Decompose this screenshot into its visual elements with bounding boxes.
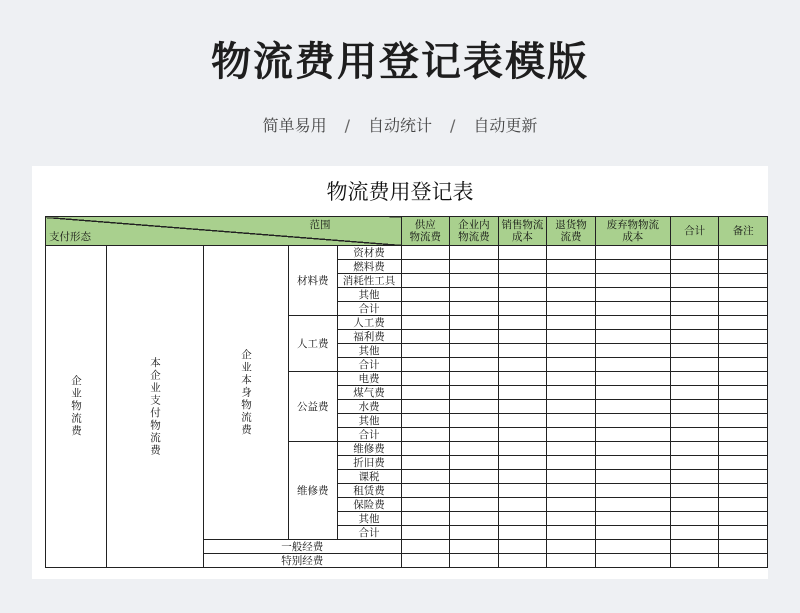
- value-cell: [595, 400, 670, 414]
- value-cell: [670, 400, 719, 414]
- value-cell: [670, 442, 719, 456]
- column-header: 退货物 流费: [547, 217, 596, 246]
- item-label: 合计: [337, 428, 401, 442]
- value-cell: [719, 288, 768, 302]
- value-cell: [498, 414, 547, 428]
- value-cell: [450, 358, 499, 372]
- value-cell: [498, 428, 547, 442]
- value-cell: [401, 372, 450, 386]
- group-label: 材料费: [289, 246, 338, 316]
- value-cell: [401, 484, 450, 498]
- value-cell: [547, 456, 596, 470]
- value-cell: [719, 414, 768, 428]
- item-label: 折旧费: [337, 456, 401, 470]
- value-cell: [498, 526, 547, 540]
- value-cell: [450, 484, 499, 498]
- value-cell: [401, 344, 450, 358]
- value-cell: [547, 316, 596, 330]
- item-label: 煤气费: [337, 386, 401, 400]
- value-cell: [498, 302, 547, 316]
- column-header: 备注: [719, 217, 768, 246]
- value-cell: [595, 288, 670, 302]
- group-label: 公益费: [289, 372, 338, 442]
- column-header: 废弃物物流 成本: [595, 217, 670, 246]
- item-label: 福利费: [337, 330, 401, 344]
- value-cell: [401, 260, 450, 274]
- value-cell: [498, 512, 547, 526]
- value-cell: [401, 302, 450, 316]
- value-cell: [595, 344, 670, 358]
- item-label: 消耗性工具: [337, 274, 401, 288]
- value-cell: [670, 554, 719, 568]
- value-cell: [401, 428, 450, 442]
- value-cell: [719, 274, 768, 288]
- value-cell: [498, 246, 547, 260]
- value-cell: [547, 484, 596, 498]
- item-label: 租赁费: [337, 484, 401, 498]
- value-cell: [595, 456, 670, 470]
- feature-tag: 自动更新: [473, 116, 538, 135]
- item-label: 水费: [337, 400, 401, 414]
- value-cell: [719, 526, 768, 540]
- value-cell: [670, 330, 719, 344]
- extra-row-label: 特别经费: [204, 554, 402, 568]
- value-cell: [401, 330, 450, 344]
- value-cell: [719, 246, 768, 260]
- value-cell: [401, 456, 450, 470]
- value-cell: [547, 526, 596, 540]
- value-cell: [547, 428, 596, 442]
- level1-label: [46, 246, 107, 568]
- value-cell: [450, 400, 499, 414]
- value-cell: [450, 246, 499, 260]
- item-label: 合计: [337, 358, 401, 372]
- value-cell: [401, 246, 450, 260]
- value-cell: [450, 498, 499, 512]
- value-cell: [450, 274, 499, 288]
- value-cell: [670, 316, 719, 330]
- value-cell: [401, 386, 450, 400]
- value-cell: [595, 498, 670, 512]
- value-cell: [547, 288, 596, 302]
- value-cell: [450, 526, 499, 540]
- value-cell: [401, 316, 450, 330]
- value-cell: [401, 554, 450, 568]
- value-cell: [595, 484, 670, 498]
- value-cell: [401, 526, 450, 540]
- item-label: 合计: [337, 526, 401, 540]
- value-cell: [595, 330, 670, 344]
- value-cell: [547, 358, 596, 372]
- table-row: [46, 246, 768, 260]
- value-cell: [498, 456, 547, 470]
- value-cell: [498, 260, 547, 274]
- value-cell: [547, 400, 596, 414]
- value-cell: [498, 540, 547, 554]
- value-cell: [450, 260, 499, 274]
- diagonal-header-cell: [46, 217, 402, 246]
- value-cell: [450, 554, 499, 568]
- value-cell: [595, 554, 670, 568]
- item-label: 维修费: [337, 442, 401, 456]
- value-cell: [450, 512, 499, 526]
- column-header: 企业内 物流费: [450, 217, 499, 246]
- value-cell: [719, 358, 768, 372]
- value-cell: [670, 428, 719, 442]
- item-label: 其他: [337, 344, 401, 358]
- value-cell: [719, 428, 768, 442]
- value-cell: [498, 330, 547, 344]
- value-cell: [547, 246, 596, 260]
- value-cell: [401, 442, 450, 456]
- value-cell: [595, 442, 670, 456]
- value-cell: [595, 246, 670, 260]
- column-header: 销售物流 成本: [498, 217, 547, 246]
- item-label: 电费: [337, 372, 401, 386]
- level1-label-text: 企业物流费: [70, 375, 82, 438]
- payment-form-label: 支付形态: [49, 231, 91, 243]
- value-cell: [547, 344, 596, 358]
- value-cell: [670, 456, 719, 470]
- value-cell: [498, 470, 547, 484]
- level2-label-text: 本企业支付物流费: [149, 356, 161, 457]
- value-cell: [719, 386, 768, 400]
- sheet-title: 物流费用登记表: [326, 180, 474, 204]
- value-cell: [670, 246, 719, 260]
- item-label: 燃料费: [337, 260, 401, 274]
- value-cell: [450, 414, 499, 428]
- value-cell: [498, 386, 547, 400]
- tag-separator: /: [344, 116, 350, 135]
- value-cell: [670, 512, 719, 526]
- value-cell: [401, 358, 450, 372]
- value-cell: [498, 358, 547, 372]
- value-cell: [719, 498, 768, 512]
- value-cell: [595, 358, 670, 372]
- value-cell: [450, 302, 499, 316]
- value-cell: [719, 484, 768, 498]
- feature-tags: [0, 113, 800, 136]
- feature-tag: 简单易用: [262, 116, 327, 135]
- value-cell: [670, 470, 719, 484]
- value-cell: [450, 372, 499, 386]
- level3-label: [204, 246, 289, 540]
- tag-separator: /: [450, 116, 456, 135]
- page-title: 物流费用登记表模版: [211, 39, 589, 85]
- value-cell: [670, 386, 719, 400]
- value-cell: [547, 498, 596, 512]
- item-label: 课税: [337, 470, 401, 484]
- value-cell: [401, 414, 450, 428]
- value-cell: [595, 526, 670, 540]
- item-label: 资材费: [337, 246, 401, 260]
- value-cell: [595, 414, 670, 428]
- item-label: 其他: [337, 512, 401, 526]
- value-cell: [719, 372, 768, 386]
- value-cell: [547, 302, 596, 316]
- level2-label: [107, 246, 204, 568]
- value-cell: [670, 484, 719, 498]
- value-cell: [498, 498, 547, 512]
- value-cell: [498, 344, 547, 358]
- expense-table: [45, 216, 768, 568]
- value-cell: [547, 470, 596, 484]
- value-cell: [401, 400, 450, 414]
- value-cell: [670, 526, 719, 540]
- value-cell: [547, 274, 596, 288]
- value-cell: [450, 540, 499, 554]
- column-header: 合计: [670, 217, 719, 246]
- value-cell: [719, 512, 768, 526]
- value-cell: [547, 330, 596, 344]
- header-row: [46, 217, 768, 246]
- value-cell: [498, 554, 547, 568]
- value-cell: [401, 274, 450, 288]
- spreadsheet-preview: [32, 166, 768, 579]
- value-cell: [670, 540, 719, 554]
- value-cell: [401, 512, 450, 526]
- value-cell: [719, 470, 768, 484]
- value-cell: [450, 456, 499, 470]
- item-label: 其他: [337, 414, 401, 428]
- extra-row-label: 一般经费: [204, 540, 402, 554]
- value-cell: [719, 344, 768, 358]
- value-cell: [670, 372, 719, 386]
- item-label: 保险费: [337, 498, 401, 512]
- value-cell: [547, 512, 596, 526]
- value-cell: [670, 344, 719, 358]
- value-cell: [450, 316, 499, 330]
- value-cell: [595, 386, 670, 400]
- scope-label: 范围: [309, 219, 331, 231]
- value-cell: [670, 498, 719, 512]
- value-cell: [547, 386, 596, 400]
- value-cell: [595, 316, 670, 330]
- value-cell: [547, 540, 596, 554]
- value-cell: [595, 540, 670, 554]
- value-cell: [498, 400, 547, 414]
- item-label: 其他: [337, 288, 401, 302]
- value-cell: [450, 288, 499, 302]
- column-header: 供应 物流费: [401, 217, 450, 246]
- value-cell: [547, 554, 596, 568]
- value-cell: [670, 260, 719, 274]
- value-cell: [498, 288, 547, 302]
- value-cell: [595, 274, 670, 288]
- value-cell: [670, 358, 719, 372]
- value-cell: [719, 400, 768, 414]
- value-cell: [498, 372, 547, 386]
- value-cell: [719, 554, 768, 568]
- value-cell: [719, 316, 768, 330]
- value-cell: [498, 316, 547, 330]
- value-cell: [719, 456, 768, 470]
- value-cell: [595, 428, 670, 442]
- value-cell: [450, 330, 499, 344]
- value-cell: [450, 344, 499, 358]
- value-cell: [401, 470, 450, 484]
- value-cell: [595, 470, 670, 484]
- value-cell: [595, 302, 670, 316]
- group-label: 维修费: [289, 442, 338, 540]
- value-cell: [450, 386, 499, 400]
- value-cell: [547, 442, 596, 456]
- value-cell: [595, 512, 670, 526]
- value-cell: [498, 274, 547, 288]
- value-cell: [450, 470, 499, 484]
- value-cell: [450, 442, 499, 456]
- value-cell: [670, 302, 719, 316]
- value-cell: [719, 540, 768, 554]
- value-cell: [719, 330, 768, 344]
- value-cell: [670, 414, 719, 428]
- value-cell: [595, 372, 670, 386]
- value-cell: [401, 288, 450, 302]
- value-cell: [547, 372, 596, 386]
- value-cell: [498, 442, 547, 456]
- value-cell: [670, 274, 719, 288]
- value-cell: [719, 260, 768, 274]
- value-cell: [719, 442, 768, 456]
- value-cell: [547, 414, 596, 428]
- value-cell: [719, 302, 768, 316]
- level3-label-text: 企业本身物流费: [240, 348, 252, 437]
- value-cell: [498, 484, 547, 498]
- feature-tag: 自动统计: [367, 116, 432, 135]
- value-cell: [670, 288, 719, 302]
- value-cell: [401, 540, 450, 554]
- value-cell: [595, 260, 670, 274]
- item-label: 合计: [337, 302, 401, 316]
- group-label: 人工费: [289, 316, 338, 372]
- value-cell: [547, 260, 596, 274]
- value-cell: [401, 498, 450, 512]
- item-label: 人工费: [337, 316, 401, 330]
- value-cell: [450, 428, 499, 442]
